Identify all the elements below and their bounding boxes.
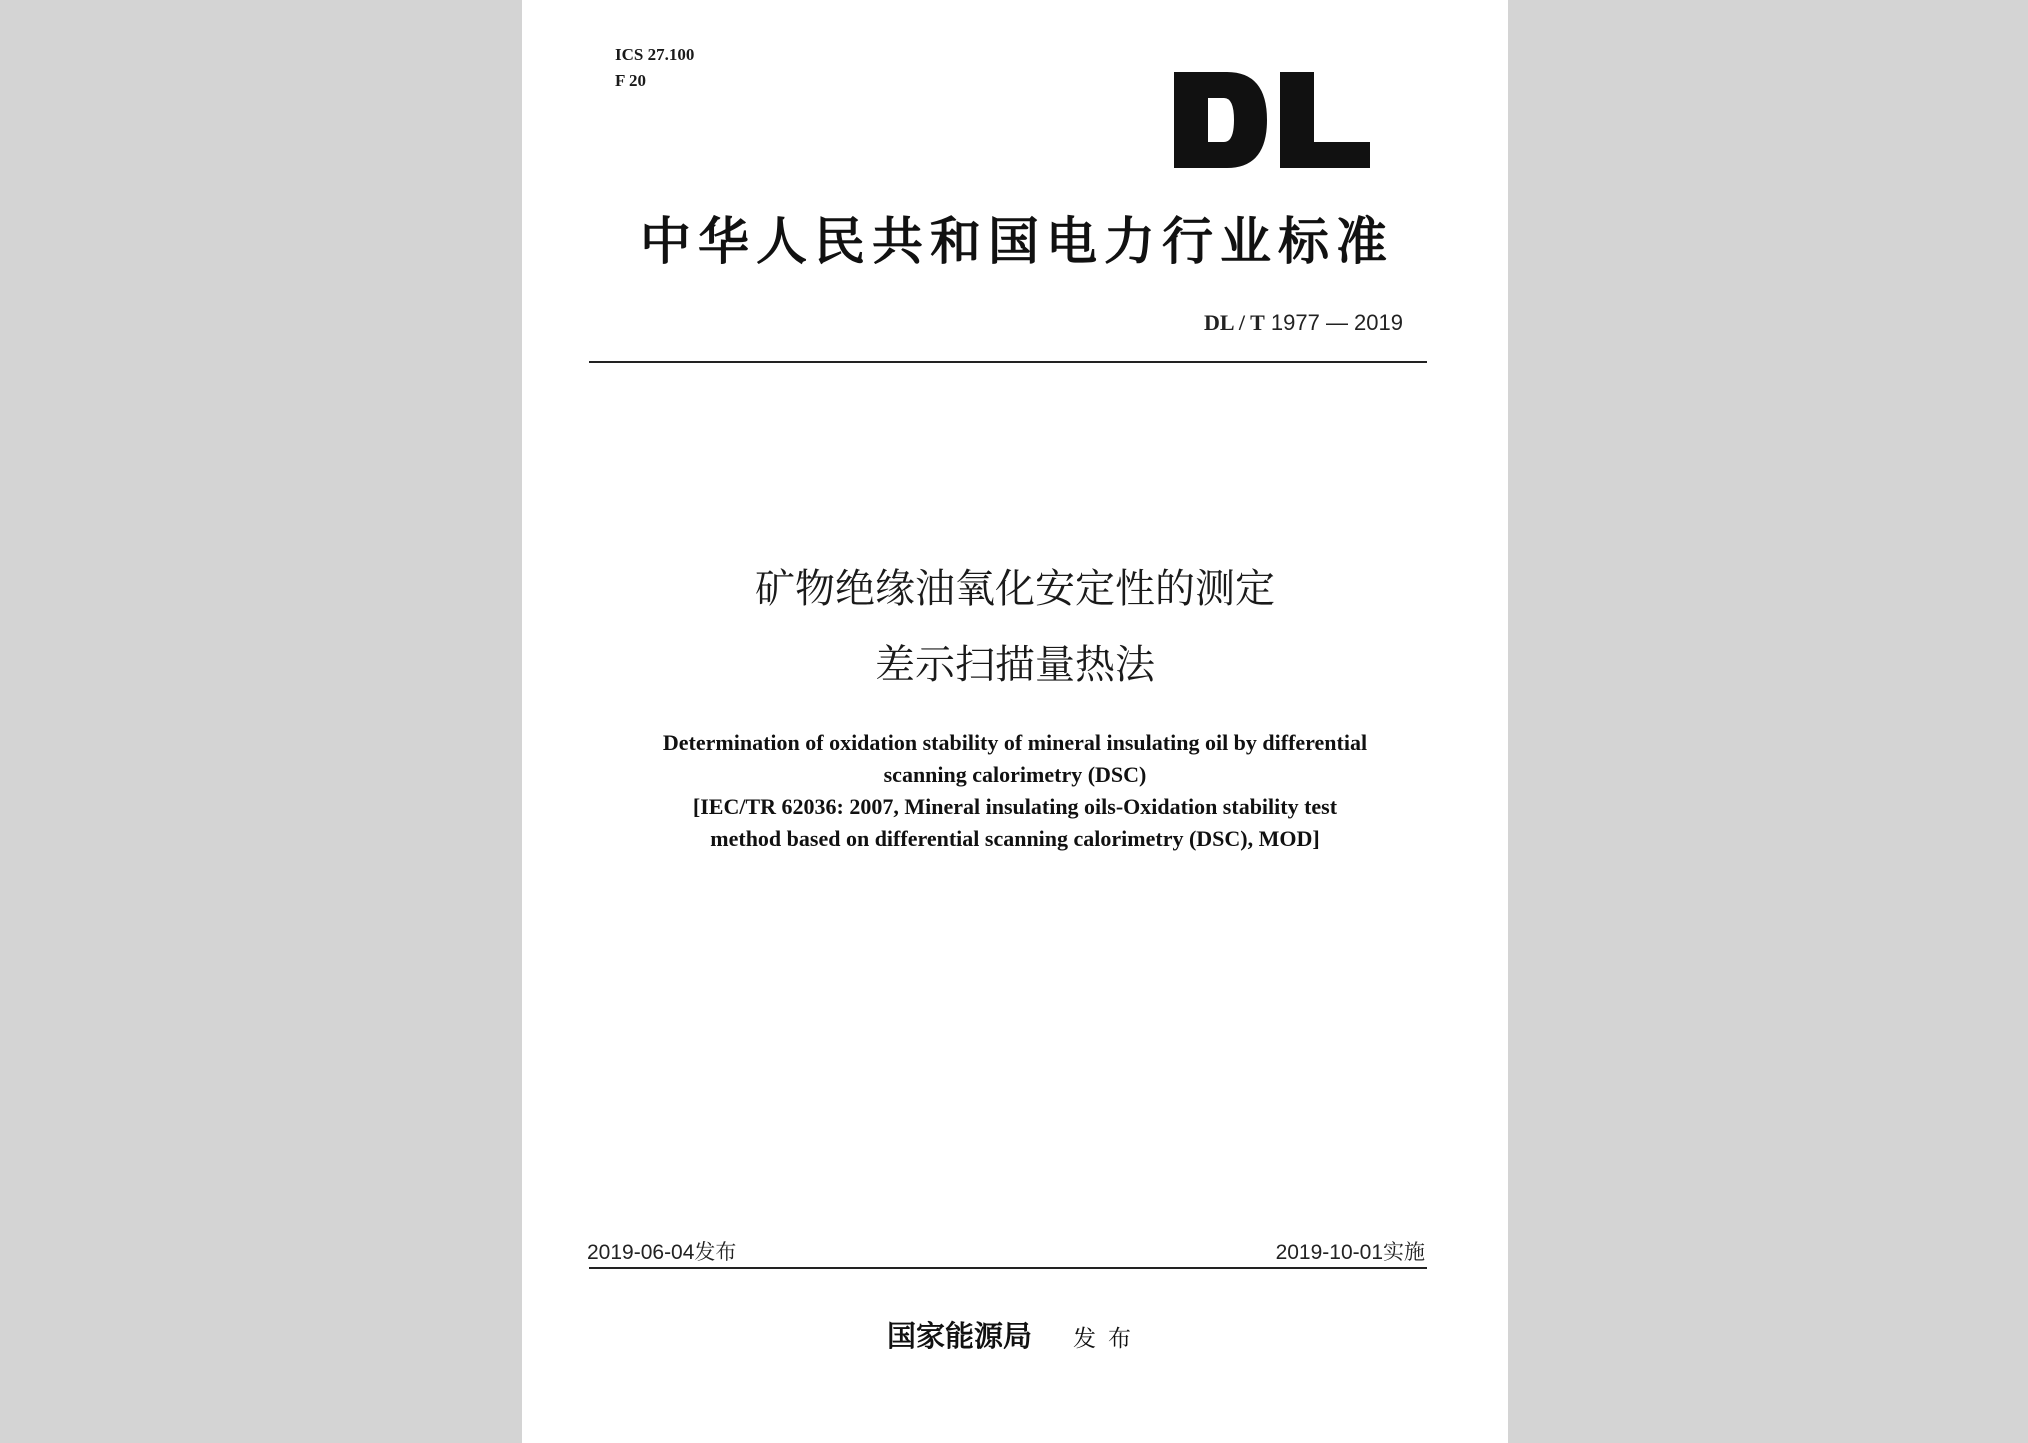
ics-code: ICS 27.100 (615, 45, 695, 64)
dl-logo (1172, 70, 1372, 170)
chinese-title-line-1: 矿物绝缘油氧化安定性的测定 (755, 566, 1275, 612)
standard-title: 中华人民共和国电力行业标准 (639, 213, 1394, 272)
standard-number (1204, 310, 1403, 336)
english-title (562, 727, 1468, 855)
english-title-line: method based on differential scanning calorimetry (DSC), MOD] (710, 826, 1320, 851)
classification-codes (615, 42, 694, 94)
document-page (522, 0, 1508, 1443)
ccs-code: F 20 (615, 71, 647, 90)
header-divider (589, 361, 1427, 363)
english-title-line: scanning calorimetry (DSC) (883, 762, 1147, 787)
publish-label: 发布 (1073, 1326, 1144, 1352)
chinese-title-line-2: 差示扫描量热法 (875, 642, 1155, 688)
issue-date: 2019-06-04发布 (587, 1241, 737, 1264)
standard-number-prefix: DL / T (1204, 310, 1265, 335)
english-title-line: [IEC/TR 62036: 2007, Mineral insulating oils-Oxidation stability test (692, 794, 1338, 819)
english-title-line: Determination of oxidation stability of mineral insulating oil by differential (662, 730, 1368, 755)
effective-date: 2019-10-01实施 (1275, 1241, 1425, 1264)
issuer-line (522, 1314, 1508, 1355)
footer-divider (589, 1267, 1427, 1269)
issuing-organization: 国家能源局 (886, 1319, 1032, 1353)
standard-number-value: 1977 — 2019 (1270, 310, 1403, 335)
